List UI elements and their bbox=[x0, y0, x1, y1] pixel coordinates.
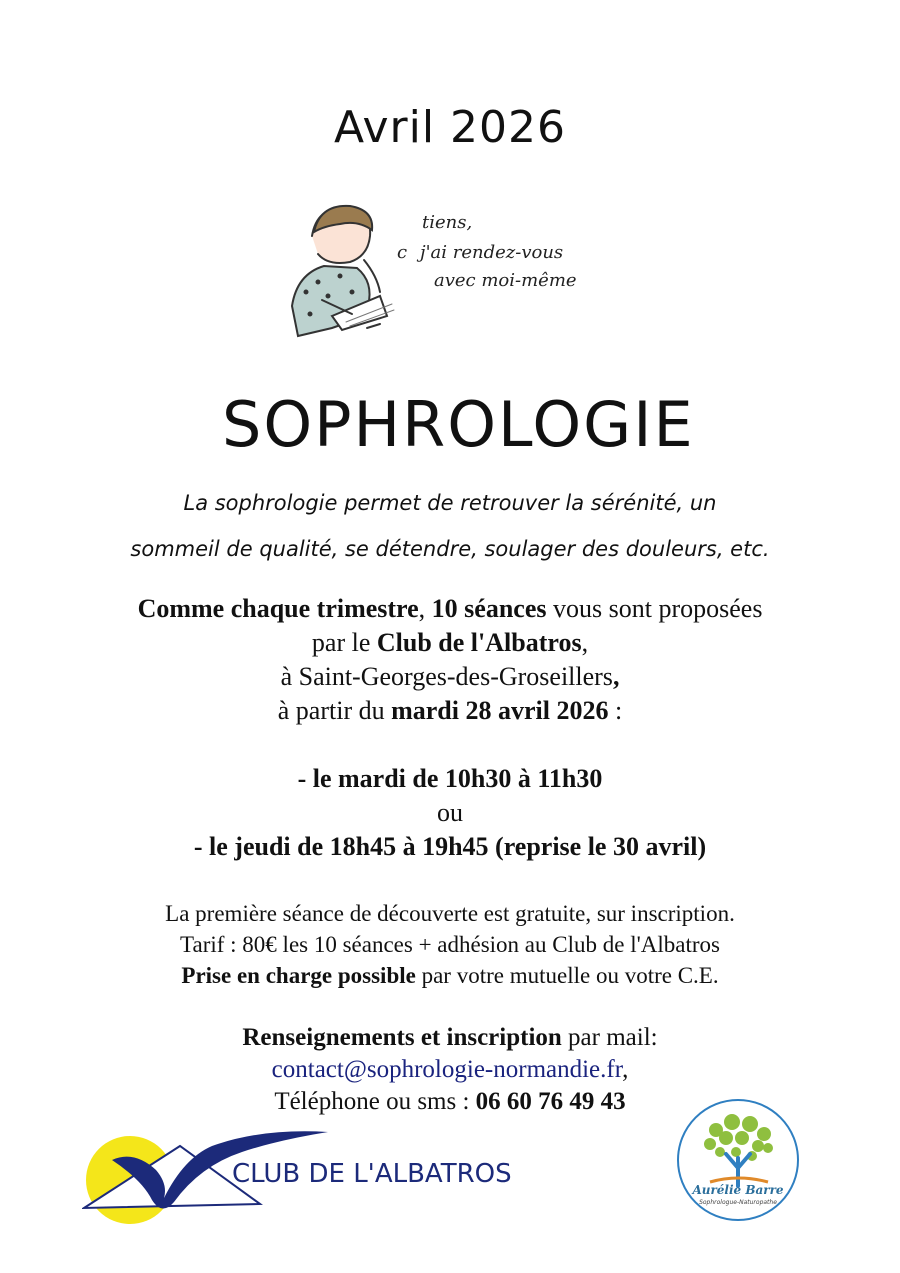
intro-text bbox=[40, 480, 860, 572]
offer-line-1: Comme chaque trimestre, 10 séances vous sont proposées bbox=[137, 594, 763, 623]
person-reading-icon bbox=[262, 196, 642, 341]
albatros-logo-text: CLUB DE L'ALBATROS bbox=[232, 1159, 512, 1189]
month-heading: Avril 2026 bbox=[333, 102, 567, 153]
info-line-3: Prise en charge possible par votre mutuelle ou votre C.E. bbox=[181, 963, 719, 988]
aurelie-name: Aurélie Barre bbox=[692, 1183, 784, 1197]
offer-line-2: par le Club de l'Albatros, bbox=[311, 628, 589, 657]
offer-line-4: à partir du mardi 28 avril 2026 : bbox=[277, 696, 623, 725]
person-drawing bbox=[292, 206, 394, 336]
intro-line-2: sommeil de qualité, se détendre, soulager des douleurs, etc. bbox=[130, 537, 770, 561]
svg-text:c: c bbox=[397, 242, 408, 263]
contact-email-line: contact@sophrologie-normandie.fr, bbox=[271, 1056, 629, 1083]
contact-heading: Renseignements et inscription par mail: bbox=[242, 1024, 658, 1051]
schedule-slot-1: - le mardi de 10h30 à 11h30 bbox=[297, 764, 603, 793]
schedule-or: ou bbox=[437, 798, 463, 827]
albatros-logo bbox=[82, 1120, 527, 1232]
phone-number: 06 60 76 49 43 bbox=[475, 1088, 626, 1115]
contact-phone-line: Téléphone ou sms : 06 60 76 49 43 bbox=[274, 1088, 626, 1115]
info-line-1: La première séance de découverte est gratuite, sur inscription. bbox=[165, 901, 735, 926]
offer-line-3: à Saint-Georges-des-Groseillers, bbox=[280, 662, 620, 691]
schedule-slot-2: - le jeudi de 18h45 à 19h45 (reprise le 30 avril) bbox=[193, 832, 707, 861]
caption-line-2: j'ai rendez-vous bbox=[420, 242, 564, 263]
main-title: SOPHROLOGIE bbox=[222, 388, 695, 461]
intro-line-1: La sophrologie permet de retrouver la sérénité, un bbox=[183, 491, 717, 515]
info-line-2: Tarif : 80€ les 10 séances + adhésion au Club de l'Albatros bbox=[180, 932, 720, 957]
aurelie-barre-logo bbox=[676, 1098, 800, 1222]
aurelie-subtitle: Sophrologue-Naturopathe bbox=[699, 1199, 777, 1206]
caption-line-1: tiens, bbox=[422, 212, 473, 233]
caption-line-3: avec moi-même bbox=[434, 270, 577, 291]
contact-email-link[interactable]: contact@sophrologie-normandie.fr bbox=[271, 1056, 623, 1083]
